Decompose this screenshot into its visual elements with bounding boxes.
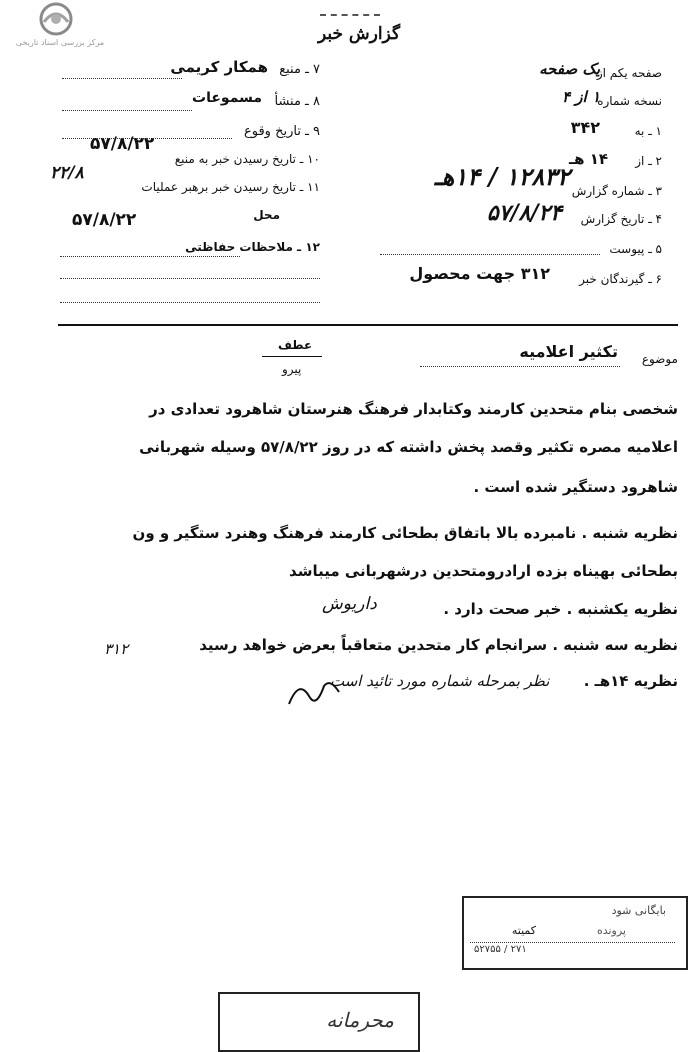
archive-logo-icon	[34, 2, 78, 36]
stamp-dotted-line	[470, 942, 675, 943]
left-field-value: ۵۷/۸/۲۲	[72, 210, 137, 230]
subject-value: تکثیر اعلامیه	[519, 342, 618, 361]
right-field-value: ۱۲۸۳۲ / ۱۴هـ	[434, 162, 570, 191]
page-title	[300, 14, 430, 48]
left-field-label: ۱۱ ـ تاریخ رسیدن خبر برهبر عملیات	[141, 180, 320, 194]
left-field-label: محل	[253, 208, 280, 222]
right-field-label: ۳ ـ شماره گزارش	[571, 184, 662, 198]
left-field-value-handwritten: ۲۲/۸	[50, 163, 84, 183]
stamp-text: کمیته	[511, 924, 536, 937]
stamp-text: پرونده	[596, 924, 626, 937]
handwritten-note: ۳۱۲	[104, 640, 129, 658]
body-line: شخصی بنام متحدین کارمند وکتابدار فرهنگ هنرستان شاهرود تعدادی در	[149, 400, 678, 418]
section-divider	[58, 324, 678, 326]
right-field-label: ۴ ـ تاریخ گزارش	[580, 212, 662, 226]
stamp-text: محرمانه	[326, 1008, 394, 1032]
left-dotted-line	[62, 78, 182, 79]
subject-dotted-line	[420, 366, 620, 367]
signature-scribble-icon	[284, 674, 344, 714]
left-field-label: ۱۲ ـ ملاحظات حفاظتی	[185, 240, 320, 254]
left-dotted-line	[62, 110, 192, 111]
right-dotted-line	[380, 254, 600, 255]
body-line: اعلامیه مصره تکثیر وقصد پخش داشته که در روز ۵۷/۸/۲۲ وسیله شهربانی	[139, 438, 678, 456]
right-field-label: نسخه شماره	[597, 94, 662, 108]
left-field-label: ۹ ـ تاریخ وقوع	[243, 124, 320, 139]
left-dotted-line	[60, 302, 320, 303]
handwritten-signature: داریوش	[322, 594, 377, 614]
left-field-label: ۷ ـ منبع	[279, 62, 320, 77]
body-line: نظریه سه شنبه . سرانجام کار متحدین متعاقباً بعرض خواهد رسید	[199, 636, 678, 654]
atf-label: عطف	[278, 338, 313, 352]
right-field-value: ۳۱۲ جهت محصول	[409, 264, 550, 283]
right-field-label: ۲ ـ از	[635, 154, 662, 168]
watermark-caption: مرکز بررسی اسناد تاریخی	[15, 38, 105, 47]
left-dotted-line	[60, 256, 240, 257]
right-field-label: ۱ ـ به	[634, 124, 662, 138]
stamp-text: ۵۲۷۵۵ / ۲۷۱	[474, 944, 527, 955]
stamp-text: بایگانی شود	[611, 904, 666, 917]
title-text: گزارش خبر	[317, 24, 401, 44]
body-line: شاهرود دستگیر شده است .	[473, 478, 678, 496]
body-line: نظریه یکشنبه . خبر صحت دارد .	[443, 600, 678, 618]
peyro-label: پیرو	[282, 362, 302, 376]
right-field-label: ۶ ـ گیرندگان خبر	[579, 272, 662, 286]
left-field-value: ۵۷/۸/۲۲	[90, 134, 155, 154]
body-line: نظریه شنبه . نامبرده بالا باتفاق بطحائی کارمند فرهنگ وهنرد ستگیر و ون	[132, 524, 678, 542]
left-field-label: ۸ ـ منشأ	[274, 94, 320, 109]
left-field-value: همکار کریمی	[170, 58, 268, 76]
right-field-value: ۳۴۲	[570, 118, 600, 137]
title-top-marks	[320, 14, 380, 22]
right-field-value: ۱ از ۴	[562, 88, 600, 106]
watermark	[6, 2, 116, 54]
right-field-value: ۱۴ هـ	[568, 150, 608, 168]
right-field-value: یک صفحه	[539, 60, 600, 78]
body-line: بطحائی بهیناه بزده ارادرومتحدین درشهربانی میباشد	[289, 562, 678, 580]
left-dotted-line	[60, 278, 320, 279]
handwritten-note: نظر بمرحله شماره مورد تائید است	[330, 672, 550, 690]
classification-stamp	[218, 992, 420, 1052]
left-field-label: ۱۰ ـ تاریخ رسیدن خبر به منبع	[174, 152, 320, 166]
archive-stamp	[462, 896, 688, 970]
right-field-label: صفحه یکم از	[596, 66, 662, 80]
right-field-value: ۵۷/۸/۲۴	[486, 200, 562, 226]
atf-underline	[262, 356, 322, 357]
right-field-label: ۵ ـ پیوست	[609, 242, 662, 256]
subject-label: موضوع	[641, 352, 678, 366]
left-field-value: مسموعات	[192, 90, 262, 106]
body-line: نظریه ۱۴هـ .	[583, 672, 678, 690]
